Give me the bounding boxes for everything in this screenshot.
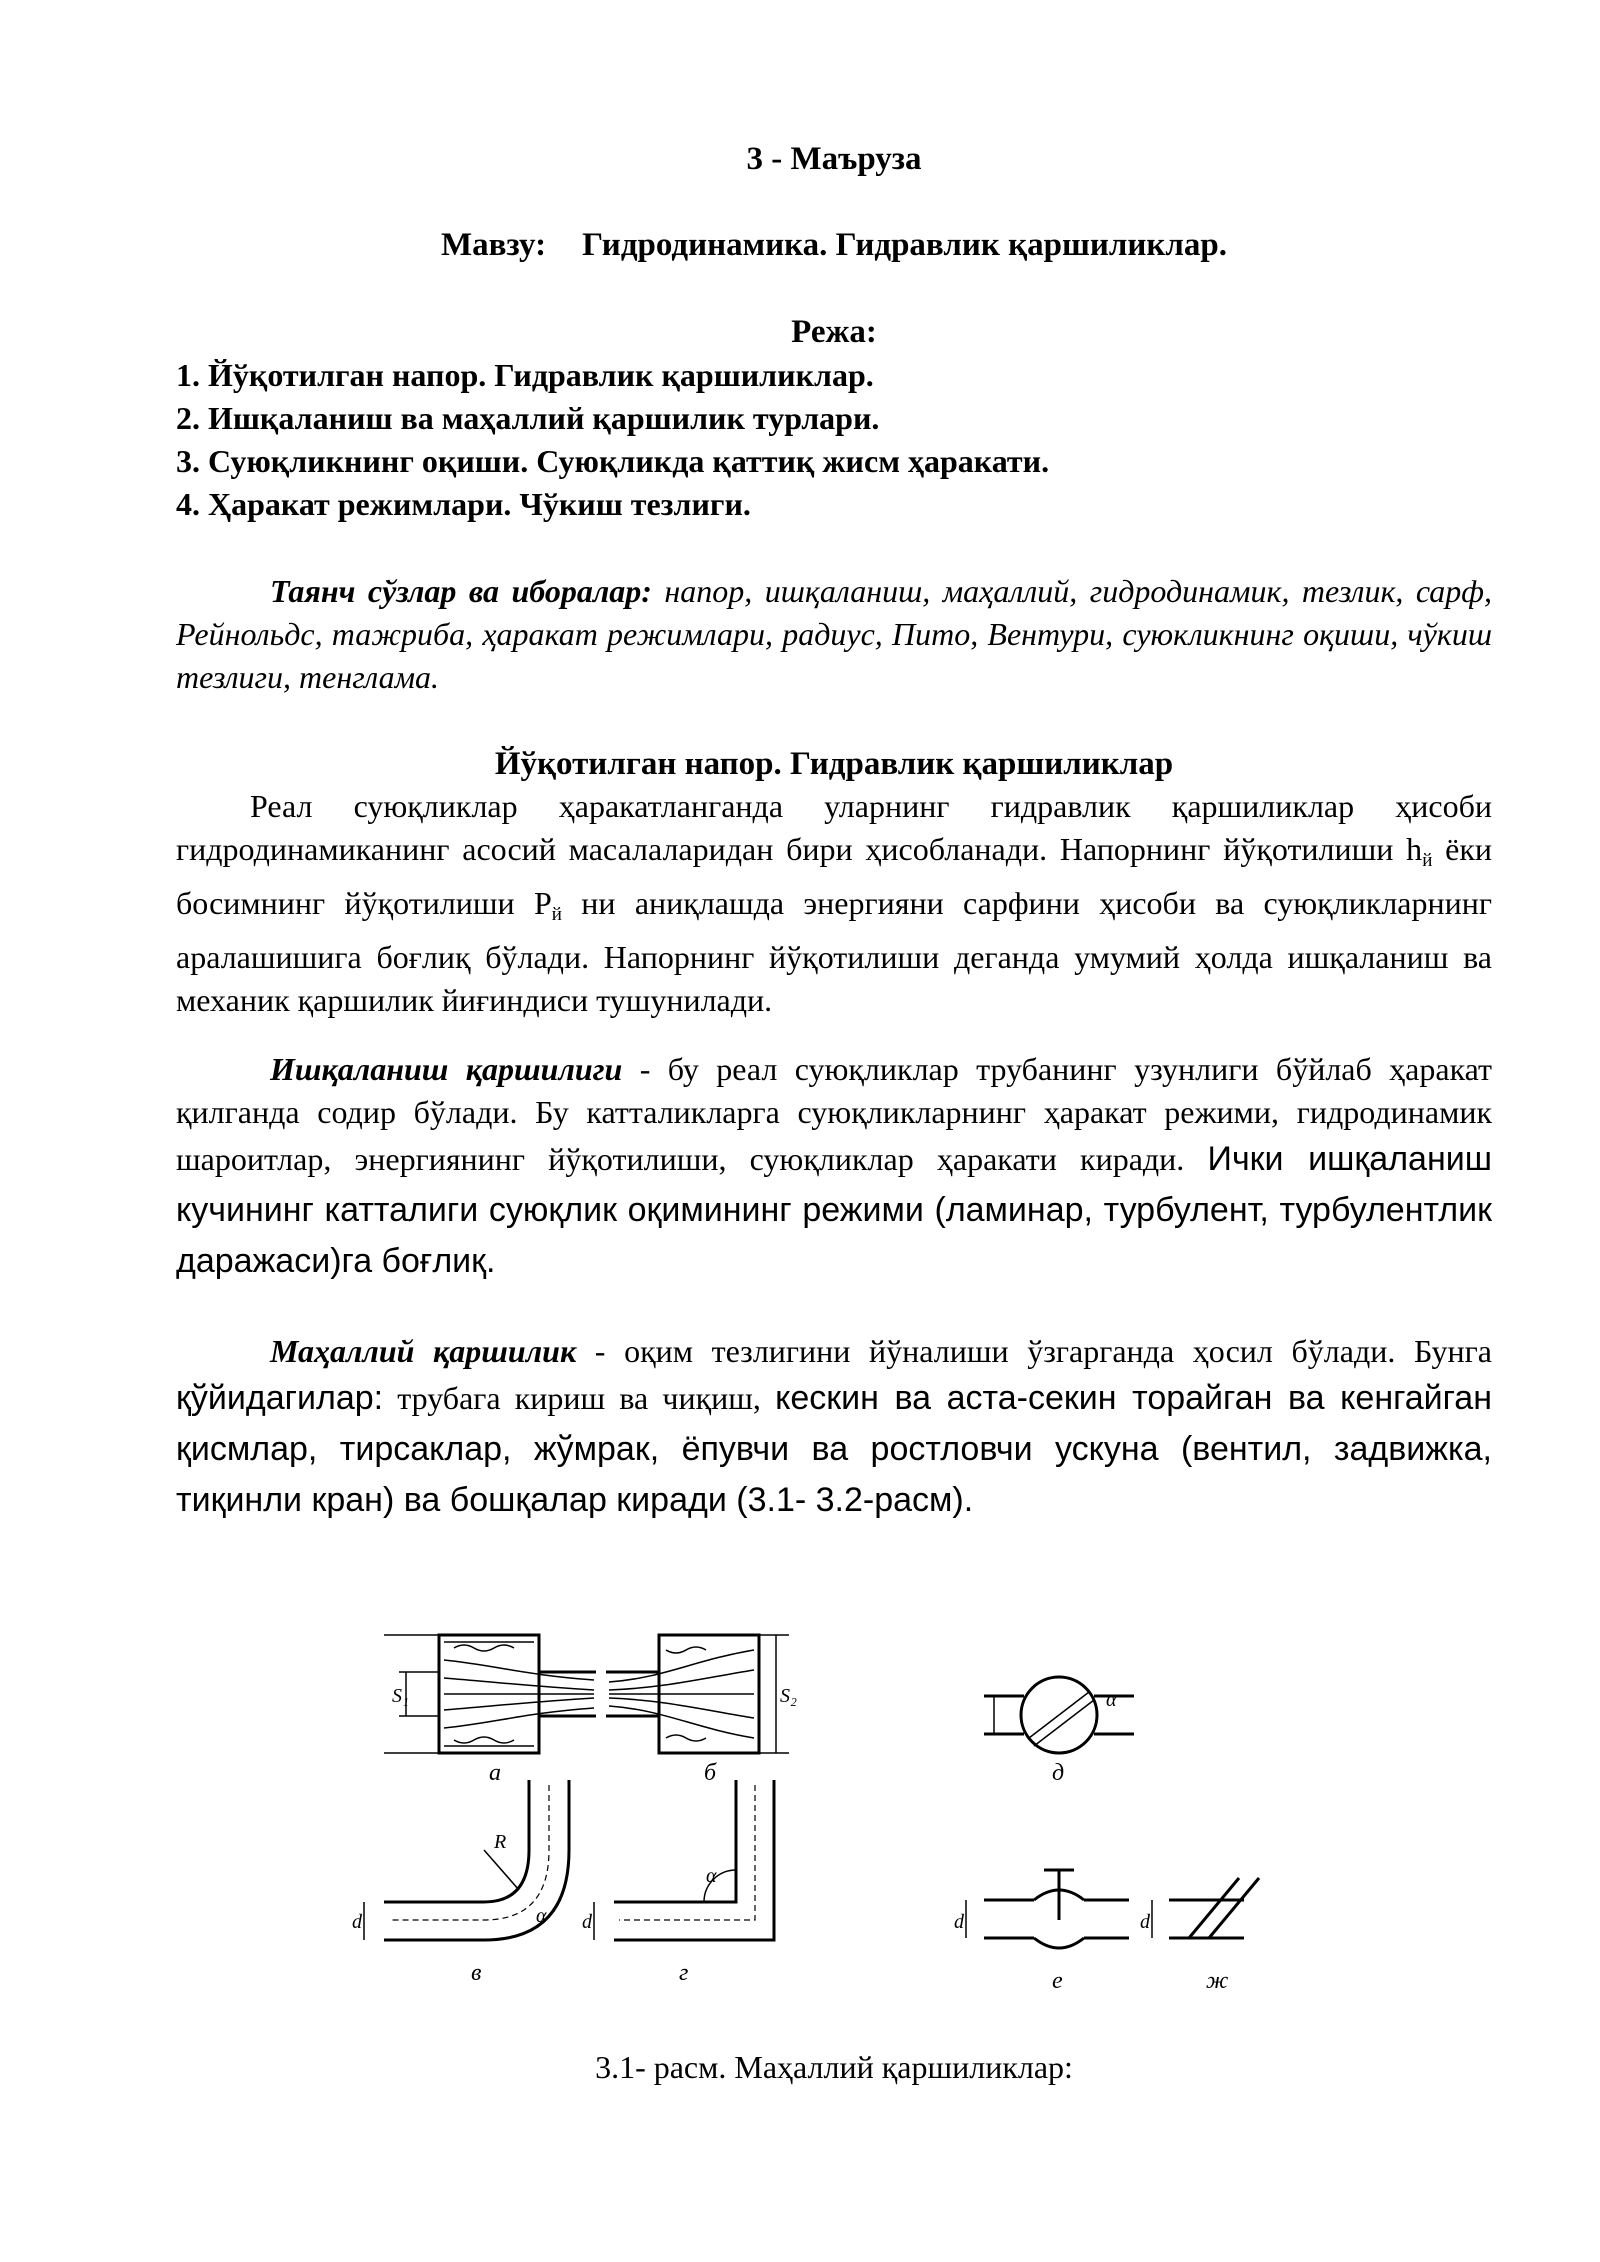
term-friction: Ишқаланиш қаршилиги bbox=[270, 1051, 623, 1087]
paragraph-head-loss bbox=[176, 785, 1492, 1022]
label-s1: S₁ bbox=[392, 1685, 409, 1707]
subscript: й bbox=[551, 904, 562, 925]
paragraph-text: Ички ишқаланиш кучининг катталиги суюқлик оқимининг режими (ламинар, турбулент, турбулентлик даражаси)га боғлиқ. bbox=[176, 1140, 1493, 1280]
plan-item: 1. Йўқотилган напор. Гидравлик қаршиликлар. bbox=[176, 357, 874, 393]
paragraph-text: Реал суюқликлар ҳаракатланганда уларнинг гидравлик қаршиликлар ҳисоби гидродинамиканинг асосий масалаларидан бири ҳисобланади. Напорнинг йўқотилиши h bbox=[176, 788, 1492, 867]
term-local-resistance: Маҳаллий қаршилик bbox=[270, 1333, 577, 1369]
gate-valve-drawing bbox=[966, 1870, 1129, 1948]
figure-caption: 3.1- расм. Маҳаллий қаршиликлар: bbox=[595, 2049, 1073, 2085]
label-alpha: α bbox=[1106, 1689, 1117, 1711]
sudden-contraction-drawing bbox=[384, 1635, 596, 1753]
plan-heading: Режа: bbox=[791, 314, 877, 350]
label-zh: ж bbox=[1206, 1968, 1229, 1994]
lecture-title: 3 - Маъруза bbox=[746, 141, 922, 177]
label-d-dim: d bbox=[954, 1911, 964, 1933]
plan-item: 2. Ишқаланиш ва маҳаллий қаршилик турлари. bbox=[176, 400, 880, 436]
topic-line bbox=[176, 224, 1492, 266]
paragraph-text: кескин ва аста-секин торайган ва кенгайган қисмлар, тирсаклар, жўмрак, ёпувчи ва ростловчи ускуна (вентил, задвижка, тиқинли кран) ва бошқалар киради (3.1- 3.2-расм). bbox=[176, 1379, 1492, 1519]
label-v: в bbox=[471, 1960, 482, 1986]
label-s2: S₂ bbox=[780, 1685, 797, 1707]
label-e: е bbox=[1052, 1968, 1063, 1994]
paragraph-text: трубага кириш ва чиқиш, bbox=[383, 1380, 776, 1416]
paragraph-text: ёки босимнинг йўқотилиши P bbox=[176, 831, 1493, 921]
plan-item: 4. Ҳаракат режимлари. Чўкиш тезлиги. bbox=[176, 486, 751, 522]
plan-item: 3. Суюқликнинг оқиши. Суюқликда қаттиқ жисм ҳаракати. bbox=[176, 443, 1050, 479]
angle-valve-drawing bbox=[1152, 1878, 1259, 1938]
label-d: д bbox=[1052, 1760, 1065, 1786]
label-alpha: α bbox=[706, 1865, 717, 1887]
paragraph-text: - оқим тезлигини йўналиши ўзгарганда ҳосил бўлади. Бунга bbox=[576, 1333, 1493, 1369]
paragraph-text: - бу реал суюқликлар трубанинг узунлиги бўйлаб ҳаракат қилганда содир бўлади. Бу катталикларга суюқликларнинг ҳаракат режими, гидродинамик шароитлар, энергиянинг йўқотилиши, суюқликлар ҳаракати киради. bbox=[176, 1051, 1493, 1177]
label-d-dim: d bbox=[352, 1911, 362, 1933]
paragraph-local-resistance bbox=[176, 1330, 1492, 1526]
label-radius: R bbox=[494, 1831, 507, 1853]
subscript: й bbox=[1422, 850, 1433, 871]
label-d-dim: d bbox=[1140, 1911, 1150, 1933]
label-alpha: α bbox=[536, 1905, 547, 1927]
local-resistances-figure bbox=[344, 1620, 1294, 2020]
keywords-text: напор, ишқаланиш, маҳаллий, гидродинамик, тезлик, сарф, Рейнольдс, тажриба, ҳаракат режимлари, радиус, Пито, Вентури, суюкликнинг оқиши, чўкиш тезлиги, тенглама. bbox=[176, 573, 1493, 695]
label-g: г bbox=[679, 1960, 689, 1986]
paragraph-text: қўйидагилар: bbox=[176, 1379, 384, 1417]
label-b: б bbox=[704, 1760, 717, 1786]
plan-list bbox=[176, 354, 1492, 526]
label-d-dim: d bbox=[582, 1911, 592, 1933]
sharp-bend-drawing bbox=[594, 1780, 774, 1940]
topic-text: Гидродинамика. Гидравлик қаршиликлар. bbox=[582, 227, 1228, 263]
section-heading: Йўқотилган напор. Гидравлик қаршиликлар bbox=[494, 746, 1174, 782]
sudden-expansion-drawing bbox=[606, 1635, 789, 1753]
label-a: а bbox=[489, 1760, 501, 1786]
keywords-paragraph bbox=[176, 570, 1492, 699]
keywords-label: Таянч сўзлар ва иборалар: bbox=[270, 573, 652, 609]
topic-label: Мавзу: bbox=[440, 227, 547, 263]
paragraph-friction bbox=[176, 1048, 1492, 1287]
paragraph-text: ни аниқлашда энергияни сарфини ҳисоби ва суюқликларнинг аралашишига боғлиқ бўлади. Напорнинг йўқотилиши деганда умумий ҳолда ишқаланиш ва механик қаршилик йиғиндиси тушунилади. bbox=[176, 885, 1493, 1018]
